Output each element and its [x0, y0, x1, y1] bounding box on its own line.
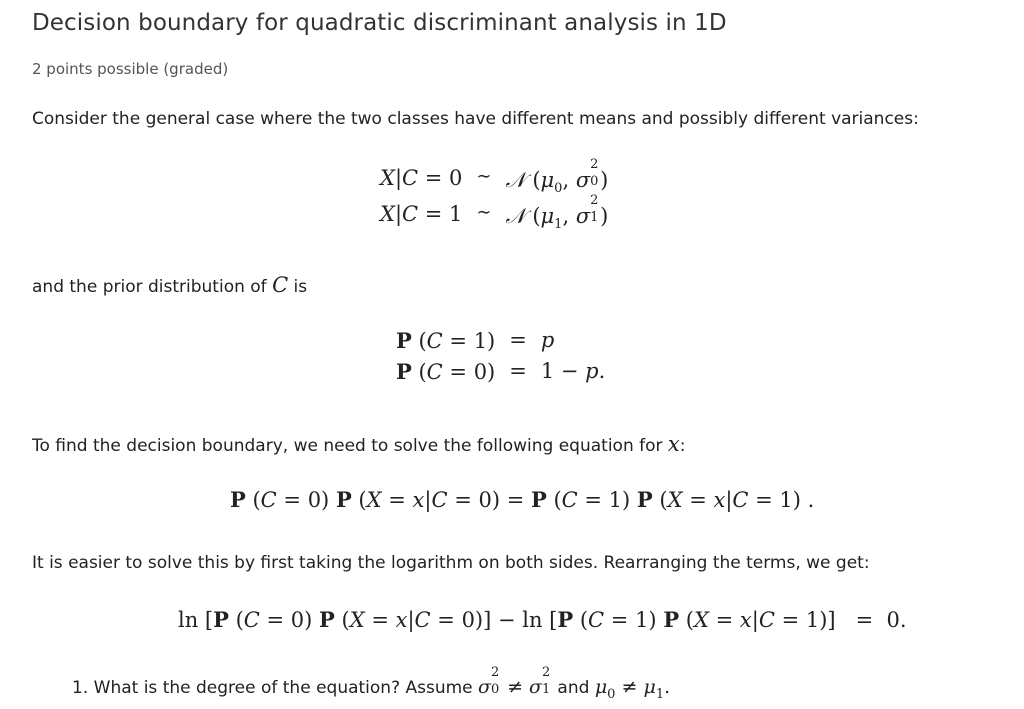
prior-lhs-0: P (C = 0) [396, 359, 496, 384]
prior-rhs-0: 1 − p. [540, 359, 606, 383]
eq-lhs-class0: X|C = 0 [380, 166, 463, 190]
question-assumption-mu: $\mu_0 \ne \mu_1$. [594, 676, 671, 702]
eq-lhs-class1: X|C = 1 [380, 202, 463, 226]
prior-eq-1: = [509, 328, 527, 352]
eq-rhs-class1: 𝒩 ($\mu_1$, σ 2 1 ) [505, 193, 609, 232]
prior-rhs-1: p [540, 328, 555, 352]
question-assumption-sigma: σ 2 0 ≠ σ 2 1 [478, 665, 551, 698]
eq-sim-class1: ∼ [476, 202, 492, 223]
page-title: Decision boundary for quadratic discriminant analysis in 1D [32, 10, 727, 36]
eq-sim-class0: ∼ [476, 166, 492, 187]
question-number: 1. [72, 678, 89, 698]
prior-lhs-1: P (C = 1) [396, 328, 496, 353]
class-distribution-equations [380, 157, 609, 232]
boundary-intro-text [32, 432, 686, 456]
prior-variable: C [272, 273, 289, 297]
prior-is-label: is [293, 277, 308, 297]
log-intro-text: It is easier to solve this by first taking the logarithm on both sides. Rearranging the terms, we get: [32, 553, 870, 573]
boundary-intro-label: To find the decision boundary, we need to solve the following equation for [32, 436, 663, 456]
eq-rhs-class0: 𝒩 ($\mu_0$, σ 2 0 ) [505, 157, 609, 196]
prior-eq-0: = [509, 359, 527, 383]
log-equation: ln [P (C = 0) P (X = x|C = 0)] − ln [P (C = 1) P (X = x|C = 1)] = 0. [178, 607, 907, 632]
question-and: and [557, 678, 590, 698]
question-1 [72, 665, 671, 702]
prior-intro-text [32, 273, 307, 297]
boundary-colon: : [679, 436, 686, 456]
points-label: 2 points possible (graded) [32, 60, 229, 78]
decision-boundary-equation: P (C = 0) P (X = x|C = 0) = P (C = 1) P (X = x|C = 1) . [230, 487, 815, 512]
intro-text: Consider the general case where the two classes have different means and possibly different variances: [32, 109, 919, 129]
prior-equations [396, 328, 605, 384]
prior-intro-label: and the prior distribution of [32, 277, 267, 297]
boundary-variable: x [667, 432, 680, 456]
question-text: What is the degree of the equation? Assume [93, 678, 473, 698]
